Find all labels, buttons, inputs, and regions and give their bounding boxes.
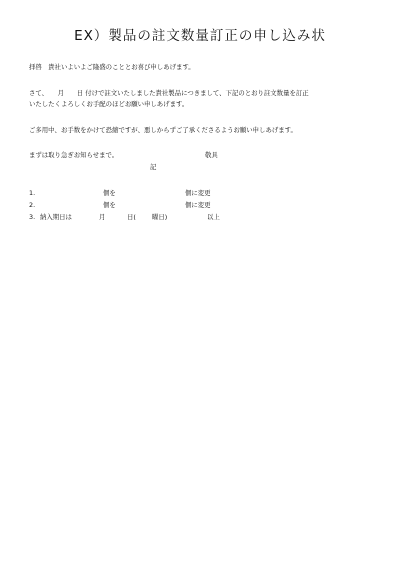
item-3-label: 納入期日は (40, 213, 72, 221)
ki-heading: 記 (150, 163, 157, 171)
item-2-col-a: 個を (103, 201, 116, 209)
item-1-col-b: 個に変更 (185, 189, 211, 197)
body-line-3: ご多用中、お手数をかけて恐縮ですが、悪しからずご了承くださるようお願い申しあげます。 (29, 126, 297, 134)
item-3-weekday: 曜日) (152, 213, 168, 221)
item-3-month: 月 (99, 213, 106, 221)
item-3-day: 日( (127, 213, 136, 221)
closing-text: まずは取り急ぎお知らせまで。 (29, 151, 119, 159)
item-1-number: 1. (29, 189, 36, 197)
item-2-number: 2. (29, 201, 36, 209)
item-2-col-b: 個に変更 (185, 201, 211, 209)
item-3-number: 3. (29, 213, 36, 221)
greeting-line: 拝啓 貴社いよいよご隆盛のこととお喜び申しあげます。 (29, 63, 195, 71)
closing-signoff: 敬具 (205, 151, 218, 159)
item-3-suffix: 以上 (207, 213, 220, 221)
page-title: EX）製品の註文数量訂正の申し込み状 (74, 28, 326, 44)
body-line-2: いたしたくよろしくお手配のほどお願い申しあげます。 (29, 100, 189, 108)
item-1-col-a: 個を (103, 189, 116, 197)
body-line-1: さて、 月 日 付けで註文いたしました貴社製品につきまして、下記のとおり註文数量を訂正 (29, 89, 309, 97)
